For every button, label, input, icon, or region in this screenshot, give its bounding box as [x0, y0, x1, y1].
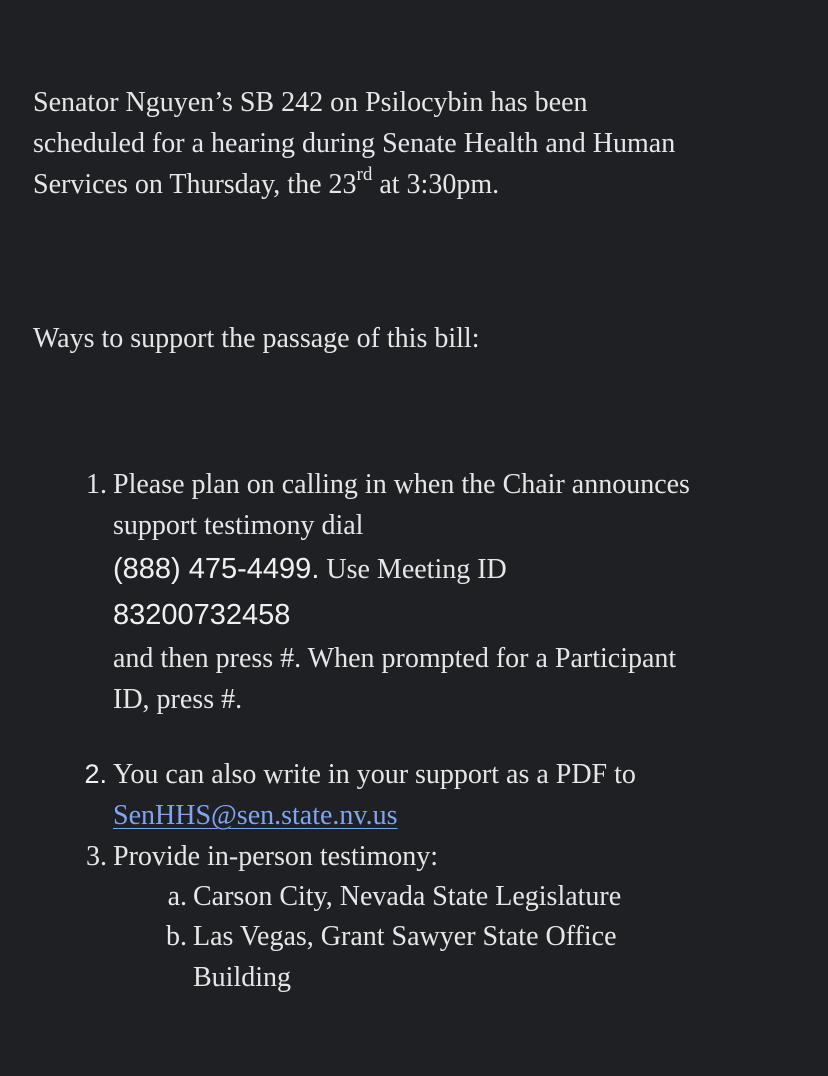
list-item-text: support testimony dial — [113, 510, 364, 541]
hearing-time-text: at 3:30pm. — [372, 169, 500, 200]
phone-line — [113, 546, 813, 592]
email-link[interactable]: SenHHS@sen.state.nv.us — [113, 800, 398, 831]
list-item-call-in — [86, 464, 813, 720]
announcement-line: scheduled for a hearing during Senate Health and Human — [33, 128, 676, 159]
list-item-write-in — [84, 754, 813, 836]
list-item-in-person — [86, 836, 813, 877]
hearing-date-text: Services on Thursday, the 23 — [33, 169, 357, 200]
meeting-id-label: Use Meeting ID — [319, 554, 507, 585]
sublist-item-text: Las Vegas, Grant Sawyer State Office — [193, 921, 617, 952]
ways-heading: Ways to support the passage of this bill: — [33, 323, 480, 354]
list-item-text: You can also write in your support as a PDF to — [113, 759, 636, 790]
list-item-text: ID, press #. — [113, 684, 243, 715]
announcement-paragraph — [33, 82, 803, 205]
list-item-text: and then press #. When prompted for a Participant — [113, 643, 677, 674]
sublist-item-text: Carson City, Nevada State Legislature — [193, 881, 622, 912]
sublist-item-las-vegas — [166, 916, 793, 998]
sublist-item-text: Building — [193, 962, 292, 993]
list-number: 1. — [86, 469, 107, 500]
sublist-letter: a. — [167, 881, 187, 912]
phone-number[interactable]: (888) 475-4499. — [113, 553, 320, 585]
list-item-text: Provide in-person testimony: — [113, 841, 439, 872]
list-number: 2. — [84, 759, 107, 789]
list-item-text: Please plan on calling in when the Chair announces — [113, 469, 690, 500]
ordinal-suffix: rd — [356, 163, 373, 185]
sublist-letter: b. — [166, 921, 187, 952]
sublist-item-carson-city — [167, 876, 793, 917]
list-number: 3. — [86, 841, 107, 872]
meeting-id: 83200732458 — [113, 599, 291, 631]
announcement-line: Senator Nguyen’s SB 242 on Psilocybin has been — [33, 87, 588, 118]
announcement-line — [33, 164, 803, 205]
